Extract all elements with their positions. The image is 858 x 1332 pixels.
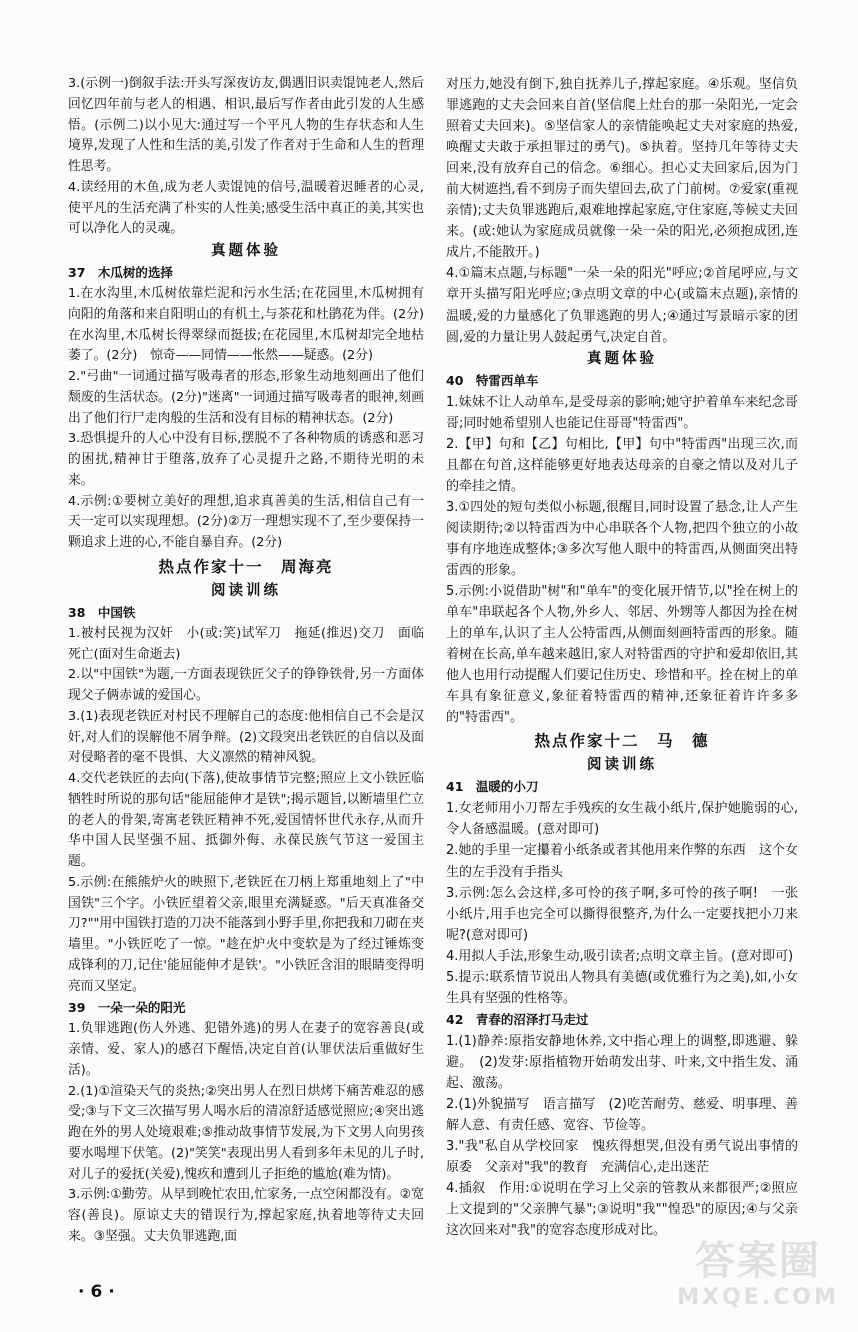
question-39-title: 39 一朵一朵的阳光 [68,1000,186,1016]
q39-answer-1: 1.负罪逃跑(伤人外逃、犯错外逃)的男人在妻子的宽容善良(或亲情、爱、家人)的感召下醒悟,决定自首(认罪伏法后重做好生活)。 [68,1021,424,1078]
q42-answer-1: 1.(1)静养:原指安静地休养,文中指心理上的调整,即逃避、躲避。 (2)发芽:原指植物开始萌发出芽、叶来,文中指生发、涌起、激荡。 [446,1033,798,1091]
q41-answer-3: 3.示例:怎么会这样,多可怜的孩子啊,多可怜的孩子啊! 一张小纸片,用手也完全可以撕得很整齐,为什么一定要找把小刀来呢?(意对即可) [446,885,798,943]
q37-answer-1: 1.在水沟里,木瓜树依靠烂泥和污水生活;在花园里,木瓜树拥有向阳的角落和来自阳明山的有机土,与茶花和杜鹃花为伴。(2分) 在水沟里,木瓜树长得翠绿而挺拔;在花园里,木瓜树却完全地枯萎了。(2分) 惊奇——同情——怅然——疑惑。(2分) [68,286,437,364]
q41-answer-2: 2.她的手里一定攥着小纸条或者其他用来作弊的东西 这个女生的左手没有手指头 [446,843,798,880]
question-37-title: 37 木瓜树的选择 [68,265,173,280]
q39-answer-2: 2.(1)①渲染天气的炎热;②突出男人在烈日烘烤下痛苦难忍的感受;③与下文三次描写男人喝水后的清凉舒适感觉照应;④突出逃跑在外的男人处境艰难;⑤推动故事情节发展,为下文男人向男孩要水喝埋下伏笔。(2)"笑笑"表现出男人看到多年未见的儿子时,对儿子的爱抚(关爱),愧疚和遭到儿子拒绝的尴尬(难为情)。 [68,1083,424,1182]
q39-answer-3-continued: 对压力,她没有倒下,独自抚养儿子,撑起家庭。④乐观。坚信负罪逃跑的丈夫会回来自首(坚信爬上灶台的那一朵阳光,一定会照着丈夫回来)。⑤坚信家人的亲情能唤起丈夫对家庭的热爱,唤醒丈夫敢于承担罪过的勇气)。⑤执着。坚持几年等待丈夫回来,没有放弃自己的信念。⑥细心。担心丈夫回家后,因为门前大树遮挡,看不到房子而失望回去,砍了门前树。⑦爱家(重视亲情);丈夫负罪逃跑后,艰难地撑起家庭,守住家庭,等候丈夫回来。(或:她认为家庭成员就像一朵一朵的阳光,必须抱成团,连成片,不能散开。) [446,77,798,261]
reading-training-heading-2: 阅读训练 [587,757,657,774]
q38-answer-5: 5.示例:在熊熊炉火的映照下,老铁匠在刀柄上郑重地刻上了"中国铁"三个字。小铁匠望着父亲,眼里充满疑惑。"后天真准备交刀?""用中国铁打造的刀决不能落到小野手里,你把我和刀砌在夹墙里。"小铁匠吃了一惊。"趁在炉火中变软是为了经过锤炼变成锋利的刀,记住'能屈能伸才是铁'。"小铁匠含泪的眼睛变得明亮而又坚定。 [68,874,424,994]
hot-writer-12-heading: 热点作家十二 马 德 [534,732,710,751]
reading-training-heading-1: 阅读训练 [211,582,281,599]
q37-answer-4: 4.示例:①要树立美好的理想,追求真善美的生活,相信自己有一天一定可以实现理想。(2分)②万一理想实现不了,至少要保持一颗追求上进的心,不能自暴自弃。(2分) [68,493,424,550]
right-column [446,74,798,1241]
q42-answer-4: 4.插叙 作用:①说明在学习上父亲的管教从来都很严;②照应上文提到的"父亲脾气暴";③说明"我""惶恐"的原因;④与父亲这次回来对"我"的宽容态度形成对比。 [446,1181,798,1239]
question-42-title: 42 青春的沼泽打马走过 [446,1011,589,1027]
question-41-title: 41 温暖的小刀 [446,779,539,795]
answer-4-top: 4.读经用的木鱼,成为老人卖馄饨的信号,温暖着迟睡者的心灵,使平凡的生活充满了朴实的人性美;感受生活中真正的美,其实也可以净化人的灵魂。 [68,179,424,237]
q38-answer-2: 2.以"中国铁"为题,一方面表现铁匠父子的铮铮铁骨,另一方面体现父子俩赤诚的爱国心。 [68,667,424,703]
page-number: ·6· [78,1282,121,1302]
answer-3-top: 3.(示例一)倒叙手法:开头写深夜访友,偶遇旧识卖馄饨老人,然后回忆四年前与老人的相遇、相识,最后写作者由此引发的人生感悟。(示例二)以小见大:通过写一个平凡人物的生存状态和人生境界,发现了人性和生活的美,引发了作者对于生命和人生的哲理性思考。 [68,76,424,174]
section-heading-zhenti-2: 真题体验 [587,350,657,367]
q38-answer-4: 4.交代老铁匠的去向(下落),使故事情节完整;照应上文小铁匠临牺牲时所说的那句话"能屈能伸才是铁";揭示题旨,以断墙里伫立的老人的骨架,寄寓老铁匠精神不死,爱国情怀世代永存,从而升华中国人民坚强不屈、抵御外侮、永葆民族气节这一爱国主题。 [68,771,424,869]
q39-answer-3: 3.示例:①勤劳。从早到晚忙农田,忙家务,一点空闲都没有。②宽容(善良)。原谅丈夫的错误行为,撑起家庭,执着地等待丈夫回来。③坚强。丈夫负罪逃跑,面 [68,1187,424,1244]
q40-answer-1: 1.妹妹不让人动单车,是受母亲的影响;她守护着单车来纪念哥哥;同时她希望别人也能记住哥哥"特雷西"。 [446,394,798,431]
q39-answer-4: 4.①篇末点题,与标题"一朵一朵的阳光"呼应;②首尾呼应,与文章开头描写阳光呼应;③点明文章的中心(或篇末点题),亲情的温暖,爱的力量感化了负罪逃跑的男人;④通过写景暗示家的团圆,爱的力量让男人鼓起勇气,决定自首。 [446,266,798,345]
q40-answer-3: 3.①四处的短句类似小标题,很醒目,同时设置了悬念,让人产生阅读期待;②以特雷西为中心串联各个人物,把四个独立的小故事有序地连成整体;③多次写他人眼中的特雷西,从侧面突出特雷西的形象。 [446,499,798,578]
q41-answer-4: 4.用拟人手法,形象生动,吸引读者;点明文章主旨。(意对即可) [446,948,794,964]
q38-answer-3: 3.(1)表现老铁匠对村民不理解自己的态度:他相信自己不会是汉奸,对人们的误解他不屑争辩。(2)文段突出老铁匠的自信以及面对侵略者的毫不畏惧、大义凛然的精神风貌。 [68,708,424,766]
section-heading-zhenti-1: 真题体验 [211,243,281,259]
q40-answer-5: 5.示例:小说借助"树"和"单车"的变化展开情节,以"拴在树上的单车"串联起各个人物,外乡人、邻居、外甥等人都因为拴在树上的单车,认识了主人公特雷西,从侧面刻画特雷西的形象。随着树在长高,单车越来越旧,家人对特雷西的守护和爱却依旧,其他人也用行动提醒人们要记住历史、珍惜和平。拴在树上的单车具有象征意义,象征着特雷西的精神,还象征着许许多多的"特雷西"。 [446,584,798,726]
q42-answer-2: 2.(1)外貌描写 语言描写 (2)吃苦耐劳、慈爱、明事理、善解人意、有责任感、宽容、节俭等。 [446,1096,798,1134]
q42-answer-3: 3."我"私自从学校回家 愧疚得想哭,但没有勇气说出事情的原委 父亲对"我"的教育 充满信心,走出迷茫 [446,1139,798,1176]
watermark-logo-text: 答案圈 [695,1238,821,1284]
q41-answer-1: 1.女老师用小刀帮左手残疾的女生裁小纸片,保护她脆弱的心,令人备感温暖。(意对即可) [446,801,798,838]
q41-answer-5: 5.提示:联系情节说出人物具有美德(或优雅行为之美),如,小女生具有坚强的性格等。 [446,969,798,1006]
site-watermark-logo [672,1238,844,1324]
q37-answer-2: 2."弓曲"一词通过描写吸毒者的形态,形象生动地刻画出了他们颓废的生活状态。(2分)"迷离"一词通过描写吸毒者的眼神,刻画出了他们行尸走肉般的生活和没有目标的精神状态。(2分) [68,369,424,426]
question-40-title: 40 特雷西单车 [446,372,539,388]
watermark-logo-url: MXQE.COM [677,1285,839,1310]
q38-answer-1: 1.被村民视为汉奸 小(或:笑)试军刀 拖延(推迟)交刀 面临死亡(面对生命逝去) [68,625,424,662]
q40-answer-2: 2.【甲】句和【乙】句相比,【甲】句中"特雷西"出现三次,而且都在句首,这样能够更好地表达母亲的自豪之情以及对儿子的牵挂之情。 [446,436,798,494]
left-column [68,74,437,1248]
hot-writer-11-heading: 热点作家十一 周海亮 [158,557,334,576]
question-38-title: 38 中国铁 [68,604,136,620]
q37-answer-3: 3.恐惧提升的人心中没有目标,摆脱不了各种物质的诱惑和恶习的困扰,精神甘于堕落,放弃了心灵提升之路,不期待光明的未来。 [68,431,424,488]
